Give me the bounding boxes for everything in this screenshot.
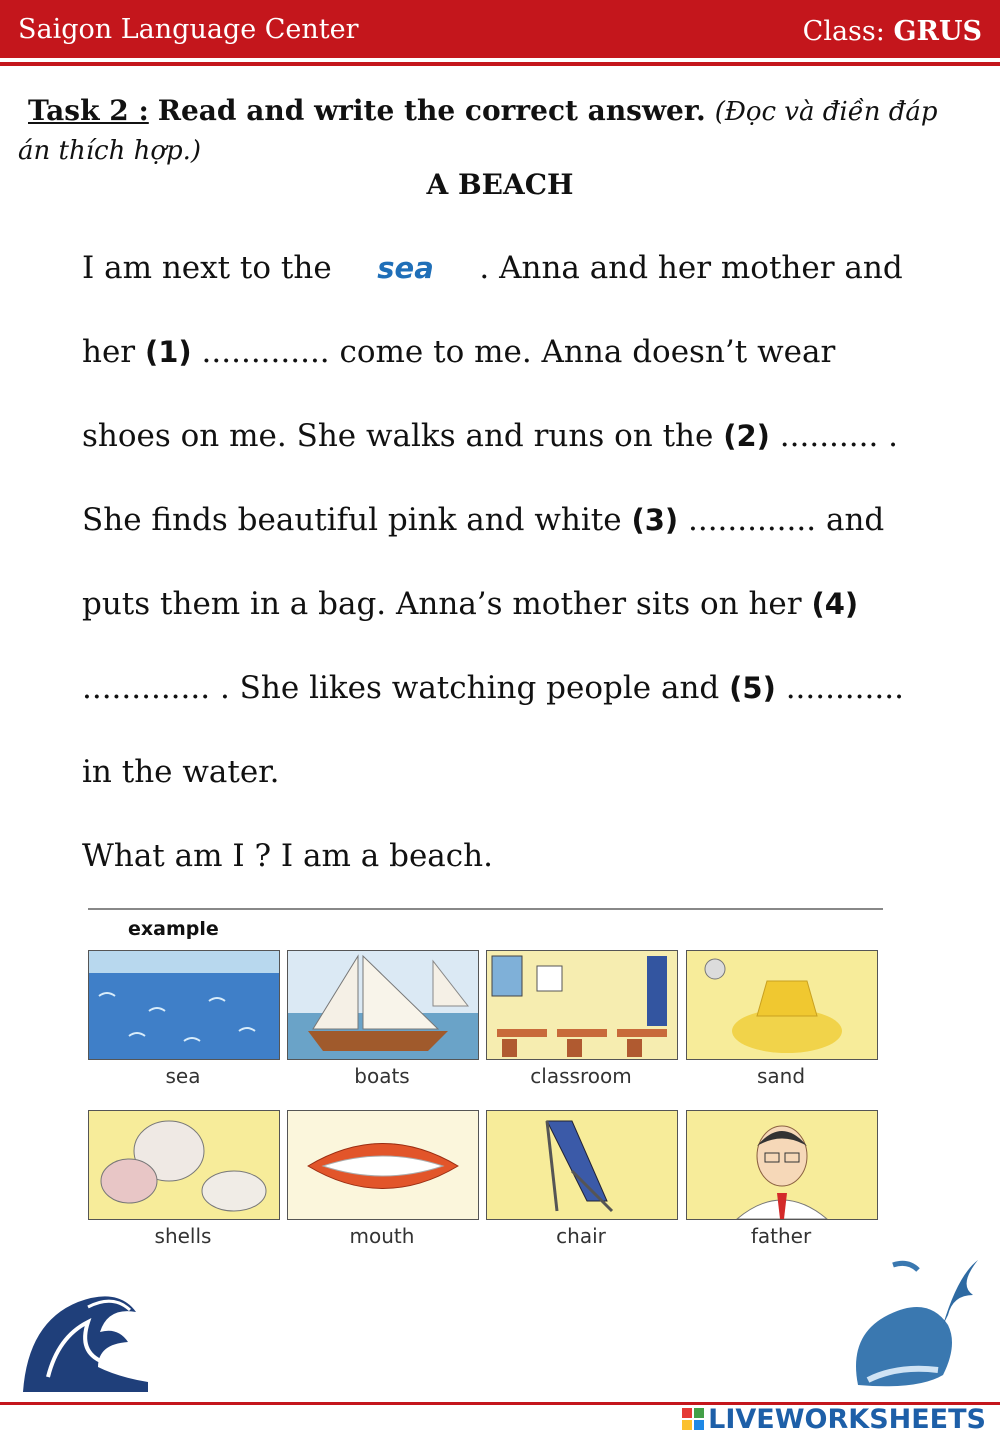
class-label: Class: bbox=[802, 16, 885, 47]
caption-classroom: classroom bbox=[530, 1064, 632, 1088]
caption-father: father bbox=[750, 1224, 812, 1248]
wave-illustration bbox=[18, 1282, 150, 1394]
classroom-picture bbox=[486, 950, 678, 1060]
blank-3[interactable]: ............. and bbox=[688, 502, 885, 538]
text: shoes on me. She walks and runs on the bbox=[82, 418, 714, 454]
mouth-picture bbox=[287, 1110, 479, 1220]
sand-picture bbox=[686, 950, 878, 1060]
passage-line-3 bbox=[82, 418, 962, 454]
passage-line-8: What am I ? I am a beach. bbox=[82, 838, 493, 874]
blank-1[interactable]: ............. come to me. Anna doesn’t wear bbox=[201, 334, 836, 370]
blank-5-number: (5) bbox=[729, 671, 776, 705]
caption-mouth: mouth bbox=[349, 1224, 415, 1248]
school-name: Saigon Language Center bbox=[18, 14, 359, 45]
blank-3-number: (3) bbox=[631, 503, 679, 537]
caption-sand: sand bbox=[756, 1064, 806, 1088]
header-rule bbox=[0, 62, 1000, 66]
caption-boats: boats bbox=[354, 1064, 410, 1088]
caption-sea: sea bbox=[165, 1064, 201, 1088]
passage-line-1 bbox=[82, 250, 962, 286]
boats-picture bbox=[287, 950, 479, 1060]
caption-chair: chair bbox=[556, 1224, 606, 1248]
text: her bbox=[82, 334, 136, 370]
liveworksheets-logo bbox=[682, 1404, 986, 1435]
class-info bbox=[803, 16, 982, 47]
whale-illustration bbox=[848, 1255, 980, 1390]
blank-2[interactable]: .......... . bbox=[779, 418, 899, 454]
task-heading bbox=[18, 92, 978, 170]
example-label: example bbox=[128, 918, 219, 940]
passage-line-7: in the water. bbox=[82, 754, 280, 790]
task-instruction: Read and write the correct answer. bbox=[157, 94, 706, 127]
divider bbox=[88, 908, 883, 910]
father-picture bbox=[686, 1110, 878, 1220]
text: She finds beautiful pink and white bbox=[82, 502, 622, 538]
passage-line-6 bbox=[82, 670, 962, 706]
text: . Anna and her mother and bbox=[479, 250, 903, 286]
passage-title: A BEACH bbox=[426, 168, 574, 201]
task-label: Task 2 : bbox=[28, 94, 149, 127]
liveworksheets-text: LIVEWORKSHEETS bbox=[708, 1404, 986, 1435]
blank-5[interactable]: ............ bbox=[785, 670, 904, 706]
text: puts them in a bag. Anna’s mother sits on her bbox=[82, 586, 802, 622]
passage-line-5 bbox=[82, 586, 962, 622]
header-bar bbox=[0, 0, 1000, 58]
shells-picture bbox=[88, 1110, 280, 1220]
sea-picture bbox=[88, 950, 280, 1060]
blank-2-number: (2) bbox=[723, 419, 770, 453]
blank-1-number: (1) bbox=[145, 335, 192, 369]
text: I am next to the bbox=[82, 250, 332, 286]
passage-line-2 bbox=[82, 334, 962, 370]
caption-shells: shells bbox=[154, 1224, 212, 1248]
task-translation: (Đọc và điền đáp án thích hợp.) bbox=[18, 97, 938, 166]
blank-4-number: (4) bbox=[811, 587, 859, 621]
picture-bank bbox=[88, 908, 883, 1258]
class-value: GRUS bbox=[893, 16, 982, 47]
example-answer[interactable]: sea bbox=[377, 251, 434, 285]
passage-line-4 bbox=[82, 502, 962, 538]
blank-4[interactable]: ............. . She likes watching people and bbox=[82, 670, 720, 706]
liveworksheets-icon bbox=[682, 1408, 704, 1430]
chair-picture bbox=[486, 1110, 678, 1220]
